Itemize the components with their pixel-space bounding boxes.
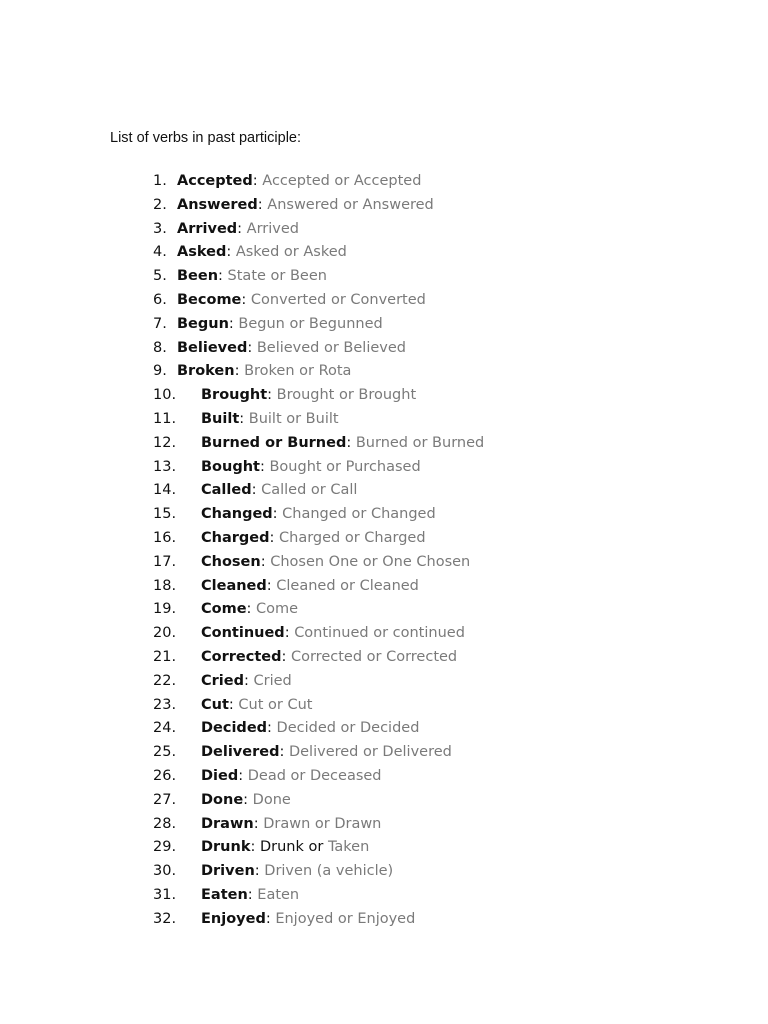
verb-term: Become: [177, 291, 242, 308]
item-number: 32.: [153, 910, 177, 927]
verb-term: Cut: [201, 696, 229, 713]
list-heading: List of verbs in past participle:: [110, 130, 302, 146]
verb-term: Built: [201, 410, 240, 427]
item-content: Accepted: Accepted or Accepted: [177, 173, 422, 189]
verb-term: Answered: [177, 196, 258, 213]
item-content: Cut: Cut or Cut: [201, 696, 313, 713]
verb-term: Been: [177, 268, 219, 285]
verb-term: Cleaned: [201, 577, 267, 594]
verb-term: Continued: [201, 625, 285, 642]
item-number: 25.: [153, 744, 177, 761]
verb-term: Charged: [201, 529, 270, 546]
verb-translation: Cut or Cut: [238, 696, 313, 713]
verb-translation: Come: [256, 601, 299, 618]
item-number: 17.: [153, 553, 177, 570]
verb-translation: Built or Built: [248, 410, 339, 427]
item-content: Burned or Burned: Burned or Burned: [201, 434, 485, 451]
item-content: Chosen: Chosen One or One Chosen: [201, 553, 471, 570]
verb-term: Drawn: [201, 815, 254, 832]
verb-translation: Charged or Charged: [279, 529, 426, 546]
item-content: Delivered: Delivered or Delivered: [201, 744, 452, 761]
item-number: 1.: [153, 173, 167, 189]
item-number: 9.: [153, 363, 167, 380]
item-content: Charged: Charged or Charged: [201, 529, 426, 546]
verb-translation: Enjoyed or Enjoyed: [275, 910, 416, 927]
verb-translation: Done: [252, 791, 291, 808]
verb-translation: Eaten: [257, 886, 300, 903]
item-content: Corrected: Corrected or Corrected: [201, 648, 458, 665]
item-content: Asked: Asked or Asked: [177, 244, 347, 261]
verb-translation: Taken: [327, 839, 370, 856]
item-number: 20.: [153, 625, 177, 642]
item-content: Died: Dead or Deceased: [201, 767, 382, 784]
verb-translation: Driven (a vehicle): [264, 863, 394, 880]
verb-translation: Continued or continued: [294, 625, 465, 642]
verb-translation: Believed or Believed: [256, 339, 406, 356]
verb-translation: Decided or Decided: [276, 720, 420, 737]
item-number: 22.: [153, 672, 177, 689]
verb-translation: Bought or Purchased: [269, 458, 421, 475]
item-number: 5.: [153, 268, 167, 285]
item-content: Come: Come: [201, 601, 299, 618]
verb-term: Died: [201, 767, 239, 784]
item-number: 12.: [153, 434, 177, 451]
item-content: Enjoyed: Enjoyed or Enjoyed: [201, 910, 416, 927]
verb-translation: Asked or Asked: [235, 244, 347, 261]
verb-term: Driven: [201, 863, 255, 880]
item-number: 29.: [153, 839, 177, 856]
verb-inline-text: Drunk or: [259, 839, 324, 856]
item-number: 11.: [153, 410, 177, 427]
item-number: 14.: [153, 482, 177, 499]
verb-translation: Delivered or Delivered: [288, 744, 452, 761]
item-number: 27.: [153, 791, 177, 808]
verb-translation: Answered or Answered: [267, 196, 434, 213]
verb-translation: Converted or Converted: [250, 291, 426, 308]
item-number: 30.: [153, 863, 177, 880]
item-number: 3.: [153, 220, 167, 237]
item-number: 8.: [153, 339, 167, 356]
verb-translation: Cried: [253, 672, 292, 689]
verb-term: Cried: [201, 672, 244, 689]
item-number: 7.: [153, 315, 167, 332]
item-content: Become: Converted or Converted: [177, 291, 426, 308]
item-content: Called: Called or Call: [201, 482, 358, 499]
verb-translation: Arrived: [246, 220, 299, 237]
item-content: Cleaned: Cleaned or Cleaned: [201, 577, 419, 594]
verb-term: Accepted: [177, 173, 253, 189]
item-number: 26.: [153, 767, 177, 784]
item-number: 31.: [153, 886, 177, 903]
item-content: Brought: Brought or Brought: [201, 387, 417, 404]
verb-term: Asked: [177, 244, 227, 261]
item-content: Broken: Broken or Rota: [177, 363, 352, 380]
verb-translation: Brought or Brought: [276, 387, 417, 404]
item-content: Driven: Driven (a vehicle): [201, 863, 394, 880]
item-content: Continued: Continued or continued: [201, 625, 465, 642]
verb-term: Delivered: [201, 744, 280, 761]
item-content: Believed: Believed or Believed: [177, 339, 406, 356]
item-number: 4.: [153, 244, 167, 261]
verb-translation: Dead or Deceased: [247, 767, 382, 784]
verb-term: Arrived: [177, 220, 238, 237]
item-number: 2.: [153, 196, 167, 213]
item-content: Answered: Answered or Answered: [177, 196, 434, 213]
verb-term: Enjoyed: [201, 910, 266, 927]
item-content: Done: Done: [201, 791, 291, 808]
verb-translation: Changed or Changed: [282, 506, 436, 523]
item-number: 18.: [153, 577, 177, 594]
verb-translation: Called or Call: [261, 482, 358, 499]
verb-term: Changed: [201, 506, 273, 523]
item-content: Built: Built or Built: [201, 410, 339, 427]
item-number: 19.: [153, 601, 177, 618]
item-content: Begun: Begun or Begunned: [177, 315, 383, 332]
verb-translation: Drawn or Drawn: [263, 815, 382, 832]
verb-term: Burned or Burned: [201, 434, 347, 451]
verb-translation: Chosen One or One Chosen: [270, 553, 471, 570]
item-number: 15.: [153, 506, 177, 523]
verb-translation: Burned or Burned: [355, 434, 485, 451]
verb-translation: Begun or Begunned: [238, 315, 383, 332]
verb-term: Eaten: [201, 886, 248, 903]
item-content: Arrived: Arrived: [177, 220, 299, 237]
verb-translation: Accepted or Accepted: [262, 173, 422, 189]
verb-translation: Broken or Rota: [244, 363, 352, 380]
verb-translation: State or Been: [227, 268, 327, 285]
verb-term: Chosen: [201, 553, 261, 570]
item-number: 16.: [153, 529, 177, 546]
item-number: 21.: [153, 648, 177, 665]
item-content: Drawn: Drawn or Drawn: [201, 815, 382, 832]
verb-term: Done: [201, 791, 244, 808]
verb-term: Broken: [177, 363, 235, 380]
verb-term: Begun: [177, 315, 229, 332]
verb-term: Brought: [201, 387, 268, 404]
item-content: Drunk: Drunk or Taken: [201, 839, 370, 856]
item-content: Decided: Decided or Decided: [201, 720, 420, 737]
item-content: Cried: Cried: [201, 672, 292, 689]
verb-term: Drunk: [201, 839, 251, 856]
item-number: 24.: [153, 720, 177, 737]
item-number: 10.: [153, 387, 177, 404]
item-number: 13.: [153, 458, 177, 475]
verb-term: Come: [201, 601, 247, 618]
item-number: 28.: [153, 815, 177, 832]
verb-term: Corrected: [201, 648, 282, 665]
verb-translation: Corrected or Corrected: [290, 648, 458, 665]
verb-translation: Cleaned or Cleaned: [276, 577, 419, 594]
item-content: Bought: Bought or Purchased: [201, 458, 421, 475]
verb-term: Believed: [177, 339, 248, 356]
verb-term: Decided: [201, 720, 268, 737]
item-content: Been: State or Been: [177, 268, 327, 285]
item-content: Changed: Changed or Changed: [201, 506, 436, 523]
verb-term: Bought: [201, 458, 260, 475]
item-number: 23.: [153, 696, 177, 713]
item-content: Eaten: Eaten: [201, 886, 300, 903]
verb-term: Called: [201, 482, 252, 499]
item-number: 6.: [153, 291, 167, 308]
